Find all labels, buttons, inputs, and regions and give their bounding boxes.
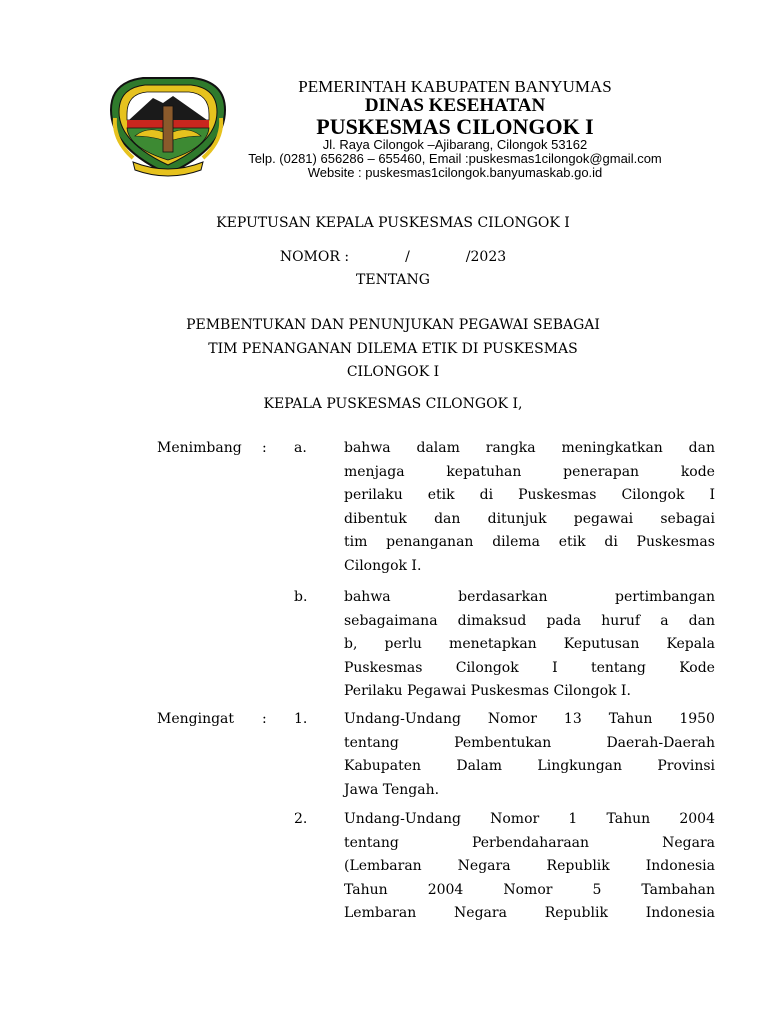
government-name: PEMERINTAH KABUPATEN BANYUMAS bbox=[298, 77, 612, 96]
paragraph-line: bahwa berdasarkan pertimbangan bbox=[344, 589, 715, 605]
mengingat-label-text: Mengingat bbox=[157, 711, 235, 727]
paragraph-line: menjaga kepatuhan penerapan kode bbox=[344, 463, 715, 480]
paragraph-line: (Lembaran Negara Republik Indonesia bbox=[344, 858, 715, 874]
paragraph-line: tentang Perbendaharaan Negara bbox=[344, 834, 715, 851]
decree-number bbox=[40, 249, 746, 265]
paragraph-line: bahwa dalam rangka meningkatkan dan bbox=[344, 440, 715, 456]
paragraph-line: Cilongok I. bbox=[344, 557, 422, 574]
mengingat-item-1 bbox=[344, 708, 715, 802]
subject-line: TIM PENANGANAN DILEMA ETIK DI PUSKESMAS bbox=[208, 341, 578, 357]
menimbang-item-a bbox=[344, 437, 715, 578]
paragraph-line: Lembaran Negara Republik Indonesia bbox=[344, 905, 715, 921]
menimbang-label bbox=[157, 440, 242, 456]
department-name: DINAS KESEHATAN bbox=[364, 95, 546, 116]
paragraph-line: tim penanganan dilema etik di Puskesmas bbox=[344, 534, 715, 550]
paragraph-line: Jawa Tengah. bbox=[344, 781, 440, 798]
paragraph-line: Tahun 2004 Nomor 5 Tambahan bbox=[344, 881, 715, 898]
paragraph-line: Undang-Undang Nomor 13 Tahun 1950 bbox=[344, 711, 715, 727]
mengingat-colon: : bbox=[262, 711, 267, 727]
paragraph-line: Kabupaten Dalam Lingkungan Provinsi bbox=[344, 758, 715, 774]
issuer-heading: KEPALA PUSKESMAS CILONGOK I, bbox=[263, 396, 523, 412]
paragraph-line: Undang-Undang Nomor 1 Tahun 2004 bbox=[344, 811, 715, 827]
item-marker: 1. bbox=[294, 711, 308, 727]
item-marker: b. bbox=[294, 589, 308, 605]
paragraph-line: b, perlu menetapkan Keputusan Kepala bbox=[344, 636, 715, 652]
paragraph-line: dibentuk dan ditunjuk pegawai sebagai bbox=[344, 510, 715, 527]
subject-line: PEMBENTUKAN DAN PENUNJUKAN PEGAWAI SEBAGAI bbox=[186, 317, 600, 333]
website-line: Website : puskesmas1cilongok.banyumaskab.go.id bbox=[307, 165, 603, 180]
tentang-heading: TENTANG bbox=[356, 272, 430, 288]
mengingat-item-2 bbox=[344, 808, 715, 926]
menimbang-item-b bbox=[344, 586, 715, 704]
puskesmas-name: PUSKESMAS CILONGOK I bbox=[316, 114, 594, 139]
item-marker: 2. bbox=[294, 811, 308, 827]
paragraph-line: tentang Pembentukan Daerah-Daerah bbox=[344, 734, 715, 751]
paragraph-line: Perilaku Pegawai Puskesmas Cilongok I. bbox=[344, 683, 631, 699]
nomor-slash: / bbox=[405, 249, 410, 265]
nomor-label: NOMOR : bbox=[279, 249, 350, 265]
menimbang-label-text: Menimbang bbox=[157, 440, 242, 456]
mengingat-label bbox=[157, 711, 234, 727]
paragraph-line: sebagaimana dimaksud pada huruf a dan bbox=[344, 612, 715, 629]
subject-line: CILONGOK I bbox=[346, 364, 440, 380]
paragraph-line: perilaku etik di Puskesmas Cilongok I bbox=[344, 487, 715, 503]
nomor-year: /2023 bbox=[465, 249, 507, 265]
paragraph-line: Puskesmas Cilongok I tentang Kode bbox=[344, 659, 715, 676]
decree-title: KEPUTUSAN KEPALA PUSKESMAS CILONGOK I bbox=[216, 215, 570, 231]
address-line: Jl. Raya Cilongok –Ajibarang, Cilongok 53162 bbox=[322, 137, 588, 152]
item-marker: a. bbox=[294, 440, 307, 456]
contact-line: Telp. (0281) 656286 – 655460, Email :puskesmas1cilongok@gmail.com bbox=[248, 151, 662, 166]
menimbang-colon: : bbox=[262, 440, 267, 456]
